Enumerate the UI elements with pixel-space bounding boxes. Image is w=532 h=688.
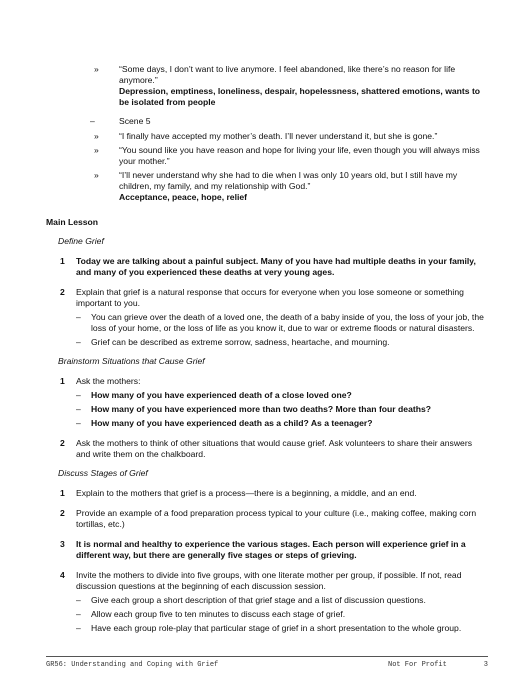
dash-marker: – [90, 116, 95, 126]
item-number: 2 [60, 438, 65, 448]
raquo-marker: » [94, 145, 99, 155]
scene-prev-quote [46, 64, 488, 108]
define-subitem-1-text: You can grieve over the death of a loved one, the death of a baby inside of you, the loss of your job, the loss of your home, or the loss of life as you know it, due to war or extreme floods or natural disasters. [91, 312, 484, 333]
define-item-2-text: Explain that grief is a natural response that occurs for everyone when you lose someone or something important to you. [76, 287, 464, 308]
stages-subitem-2-text: Allow each group five to ten minutes to discuss each stage of grief. [91, 609, 346, 619]
stages-item-4-text: Invite the mothers to divide into five groups, with one literate mother per group, if possible. If not, read discussion questions at the beginning of each discussion session. [76, 570, 462, 591]
brainstorm-item-1-text: Ask the mothers: [76, 376, 141, 386]
dash-marker: – [76, 404, 81, 414]
scene5-quote-1-text: “I finally have accepted my mother’s death. I’ll never understand it, but she is gone.” [119, 131, 438, 141]
item-number: 1 [60, 488, 65, 498]
define-item-1-text: Today we are talking about a painful subject. Many of you have had multiple deaths in your family, and many of you experienced these deaths at very young ages. [76, 256, 476, 277]
brainstorm-item-2-text: Ask the mothers to think of other situations that would cause grief. Ask volunteers to share their answers and write them on the chalkboard. [76, 438, 472, 459]
stages-subitem-3 [46, 623, 488, 634]
define-grief-heading: Define Grief [58, 236, 104, 246]
page-number: 3 [483, 661, 488, 669]
dash-marker: – [76, 595, 81, 605]
brainstorm-subitem-1-text: How many of you have experienced death of a close loved one? [91, 390, 352, 400]
stages-item-2 [46, 508, 488, 530]
stages-item-4 [46, 570, 488, 592]
define-item-2 [46, 287, 488, 309]
item-number: 2 [60, 287, 65, 297]
raquo-marker: » [94, 170, 99, 180]
scene5-quote-3 [46, 170, 488, 203]
page-content [46, 64, 488, 634]
stages-heading: Discuss Stages of Grief [58, 468, 148, 478]
brainstorm-heading: Brainstorm Situations that Cause Grief [58, 356, 205, 366]
dash-marker: – [76, 337, 81, 347]
scene5-quote-1 [46, 131, 488, 142]
raquo-marker: » [94, 131, 99, 141]
stages-subitem-1 [46, 595, 488, 606]
brainstorm-item-1 [46, 376, 488, 387]
dash-marker: – [76, 390, 81, 400]
brainstorm-subitem-2-text: How many of you have experienced more than two deaths? More than four deaths? [91, 404, 431, 414]
brainstorm-subitem-1 [46, 390, 488, 401]
dash-marker: – [76, 609, 81, 619]
scene5-quote-2-text: “You sound like you have reason and hope for living your life, even though you will always miss your mother.” [119, 145, 480, 166]
stages-subitem-1-text: Give each group a short description of that grief stage and a list of discussion questions. [91, 595, 426, 605]
item-number: 4 [60, 570, 65, 580]
scene5-quote-3-text: “I’ll never understand why she had to die when I was only 10 years old, but I still have my children, my family, and my relationship with God.” [119, 170, 458, 191]
item-number: 1 [60, 376, 65, 386]
stages-item-2-text: Provide an example of a food preparation process typical to your culture (i.e., making coffee, making corn tortillas, etc.) [76, 508, 477, 529]
scene5-quote-2 [46, 145, 488, 167]
stages-item-1 [46, 488, 488, 499]
stages-item-3 [46, 539, 488, 561]
item-number: 3 [60, 539, 65, 549]
footer-tag: Not For Profit [388, 661, 447, 669]
scene5-label-item [46, 116, 488, 127]
main-lesson-heading: Main Lesson [46, 217, 99, 227]
scene5-label: Scene 5 [119, 116, 151, 126]
brainstorm-subitem-2 [46, 404, 488, 415]
define-subitem-2 [46, 337, 488, 348]
dash-marker: – [76, 312, 81, 322]
stages-subitem-2 [46, 609, 488, 620]
brainstorm-subitem-3 [46, 418, 488, 429]
define-subitem-1 [46, 312, 488, 334]
scene5-emotions: Acceptance, peace, hope, relief [119, 192, 248, 202]
stages-item-1-text: Explain to the mothers that grief is a process—there is a beginning, a middle, and an end. [76, 488, 417, 498]
item-number: 1 [60, 256, 65, 266]
brainstorm-subitem-3-text: How many of you have experienced death as a child? As a teenager? [91, 418, 373, 428]
stages-subitem-3-text: Have each group role-play that particular stage of grief in a short presentation to the whole group. [91, 623, 462, 633]
footer-title: GR56: Understanding and Coping with Grief [46, 661, 219, 669]
dash-marker: – [76, 623, 81, 633]
brainstorm-item-2 [46, 438, 488, 460]
raquo-marker: » [94, 64, 99, 74]
page-footer [46, 656, 488, 671]
scene-prev-quote-text: “Some days, I don’t want to live anymore. I feel abandoned, like there’s no reason for life anymore.” [119, 64, 456, 85]
stages-item-3-text: It is normal and healthy to experience the various stages. Each person will experience grief in a different way, but there are generally five stages or steps of grieving. [76, 539, 466, 560]
define-subitem-2-text: Grief can be described as extreme sorrow, sadness, heartache, and mourning. [91, 337, 390, 347]
define-item-1 [46, 256, 488, 278]
dash-marker: – [76, 418, 81, 428]
scene-prev-emotions: Depression, emptiness, loneliness, despair, hopelessness, shattered emotions, wants to be isolated from people [119, 86, 481, 107]
item-number: 2 [60, 508, 65, 518]
